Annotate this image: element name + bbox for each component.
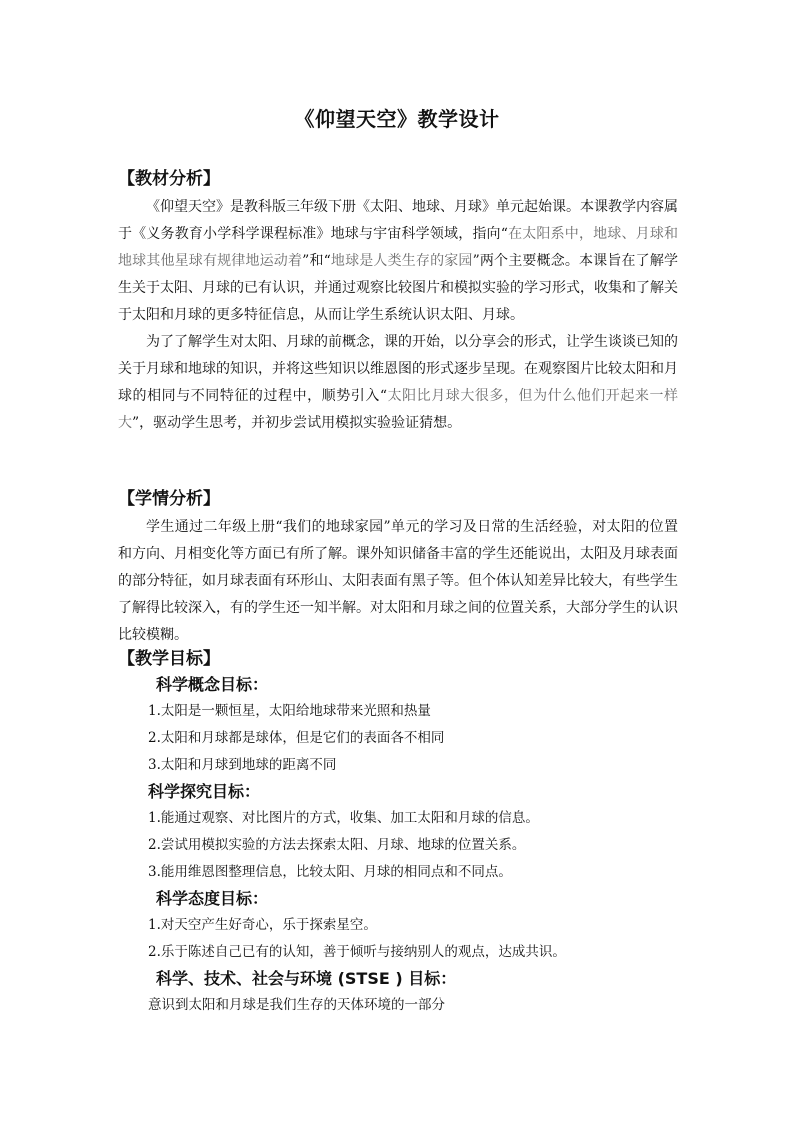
stse-goal-item: 意识到太阳和月球是我们生存的天体环境的一部分 <box>148 997 445 1013</box>
inquiry-goals-heading: 科学探究目标： <box>148 782 261 801</box>
concept-goals-heading: 科学概念目标： <box>156 675 269 694</box>
student-analysis-paragraph: 学生通过二年级上册“我们的地球家园”单元的学习及日常的生活经验，对太阳的位置和方向、月相变化等方面已有所了解。课外知识储备丰富的学生还能说出，太阳及月球表面的部分特征，如月球表面有环形山、太阳表面有黑子等。但个体认知差异比较大，有些学生了解得比较深入，有的学生还一知半解。对太阳和月球之间的位置关系，大部分学生的认识比较模糊。 <box>118 519 678 643</box>
concept-goal-item: 2.太阳和月球都是球体，但是它们的表面各不相同 <box>148 730 445 746</box>
highlighted-concept-1: 在太阳系中，地球、月球和地球其他星球有规律地运动着 <box>118 226 679 269</box>
teaching-goals-section <box>118 646 678 1019</box>
text-run: 为了了解学生对太阳、月球的前概念，课的开始，以分享会的形式，让学生谈谈已知的关于月球和地球的知识，并将这些知识以维恩图的形式逐步呈现。在观察图片比较太阳和月球的相同与不同特征的过程中，顺势引入“ <box>118 334 678 404</box>
textbook-analysis-heading: 【教材分析】 <box>118 169 220 189</box>
textbook-analysis-paragraph-1 <box>118 194 678 329</box>
attitude-goal-item: 2.乐于陈述自己已有的认知，善于倾听与接纳别人的观点，达成共识。 <box>148 944 566 960</box>
teaching-goals-heading: 【教学目标】 <box>118 649 220 669</box>
document-title: 《仰望天空》教学设计 <box>294 107 500 131</box>
text-run: ”两个主要概念。本课旨在了解学生关于太阳、月球的已有认识，并通过观察比较图片和模拟实验的学习形式，收集和了解关于太阳和月球的更多特征信息，从而让学生系统认识太阳、月球。 <box>118 253 678 323</box>
attitude-goals-heading: 科学态度目标： <box>156 889 269 908</box>
inquiry-goal-item: 2.尝试用模拟实验的方法去探索太阳、月球、地球的位置关系。 <box>148 837 526 853</box>
textbook-analysis-paragraph-2 <box>118 329 678 437</box>
text-run: ”，驱动学生思考，并初步尝试用模拟实验验证猜想。 <box>132 415 462 431</box>
text-run: 《仰望天空》是教科版三年级下册《太阳、地球、月球》单元起始课。本课教学内容属于《义务教育小学科学课程标准》地球与宇宙科学领域，指向“ <box>118 199 678 242</box>
highlighted-question: 太阳比月球大很多，但为什么他们开起来一样大 <box>118 388 679 431</box>
textbook-analysis-section <box>118 166 678 437</box>
attitude-goal-item: 1.对天空产生好奇心，乐于探索星空。 <box>148 917 377 933</box>
student-analysis-heading: 【学情分析】 <box>118 489 220 509</box>
concept-goal-item: 3.太阳和月球到地球的距离不同 <box>148 757 337 773</box>
stse-goals-heading: 科学、技术、社会与环境 (STSE ) 目标： <box>156 969 457 988</box>
student-analysis-section <box>118 486 678 649</box>
inquiry-goal-item: 3.能用维恩图整理信息，比较太阳、月球的相同点和不同点。 <box>148 864 512 880</box>
inquiry-goal-item: 1.能通过观察、对比图片的方式，收集、加工太阳和月球的信息。 <box>148 810 539 826</box>
concept-goal-item: 1.太阳是一颗恒星，太阳给地球带来光照和热量 <box>148 703 431 719</box>
text-run: ”和“ <box>302 253 331 269</box>
highlighted-concept-2: 地球是人类生存的家园 <box>330 253 473 269</box>
